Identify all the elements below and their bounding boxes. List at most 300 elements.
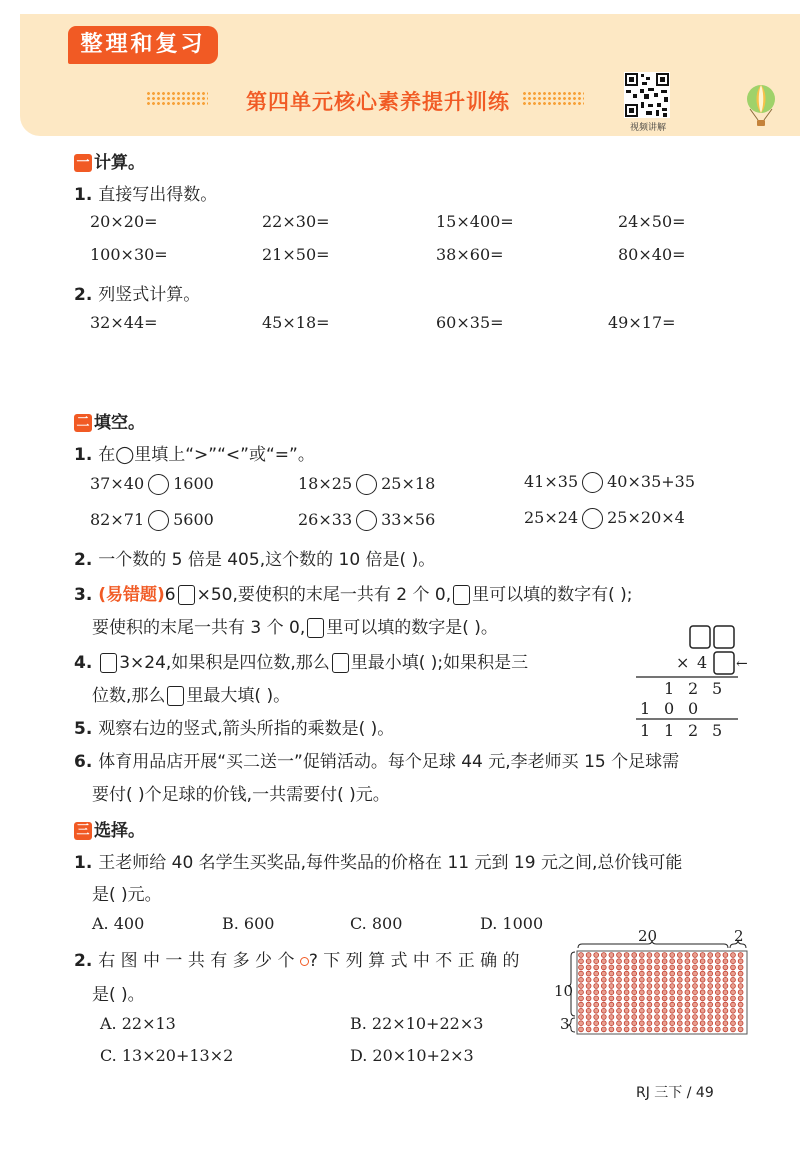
grid-dot — [655, 953, 660, 958]
grid-dot — [693, 1002, 698, 1007]
grid-dot — [693, 965, 698, 970]
grid-dot — [601, 984, 606, 989]
calc-item: 21×50= — [262, 245, 330, 264]
grid-dot — [685, 1002, 690, 1007]
grid-dot — [617, 1027, 622, 1032]
grid-dot — [594, 984, 599, 989]
calc-q2: 2. 列竖式计算。 — [74, 285, 201, 305]
grid-dot — [655, 1027, 660, 1032]
grid-dot — [708, 984, 713, 989]
grid-dot — [624, 1027, 629, 1032]
grid-dot — [700, 1015, 705, 1020]
grid-dot — [677, 984, 682, 989]
grid-dot — [723, 977, 728, 982]
grid-dot — [655, 984, 660, 989]
grid-dot — [609, 1015, 614, 1020]
grid-dot — [647, 1027, 652, 1032]
qr-code-icon[interactable] — [624, 72, 670, 118]
digit-box[interactable] — [167, 686, 184, 706]
answer-circle[interactable] — [582, 472, 603, 493]
grid-dot — [708, 1027, 713, 1032]
grid-dot — [738, 1008, 743, 1013]
grid-dot — [594, 1021, 599, 1026]
grid-dot — [677, 1027, 682, 1032]
choice-option[interactable]: C. 13×20+13×2 — [100, 1046, 234, 1065]
dot-array-figure — [548, 926, 754, 1042]
grid-dot — [647, 971, 652, 976]
choice-option[interactable]: A. 400 — [92, 914, 145, 933]
digit-box[interactable] — [332, 653, 349, 673]
grid-dot — [700, 1002, 705, 1007]
grid-dot — [647, 996, 652, 1001]
grid-dot — [693, 971, 698, 976]
answer-circle[interactable] — [582, 508, 603, 529]
grid-dot — [700, 996, 705, 1001]
grid-dot — [617, 959, 622, 964]
digit-box[interactable] — [690, 626, 710, 648]
section-heading-fill — [74, 408, 145, 433]
grid-dot — [609, 971, 614, 976]
grid-dot — [586, 959, 591, 964]
calc-item: 100×30= — [90, 245, 168, 264]
grid-dot — [723, 1008, 728, 1013]
left-label: 10 — [554, 982, 574, 1000]
fill-q4: 4. 3×24,如果积是四位数,那么 里最小填( );如果积是三 — [74, 653, 529, 673]
product-digit: 1 — [664, 721, 675, 740]
grid-dot — [738, 984, 743, 989]
grid-dot — [632, 1008, 637, 1013]
grid-dot — [609, 990, 614, 995]
calc-item: 20×20= — [90, 212, 158, 231]
grid-dot — [647, 977, 652, 982]
grid-dot — [662, 971, 667, 976]
grid-dot — [670, 953, 675, 958]
fill-q1: 1. 在◯里填上“>”“<”或“=”。 — [74, 445, 315, 465]
grid-dot — [738, 959, 743, 964]
grid-dot — [677, 965, 682, 970]
grid-dot — [723, 953, 728, 958]
product-digit: 5 — [712, 679, 723, 698]
grid-dot — [738, 990, 743, 995]
grid-dot — [579, 1002, 584, 1007]
grid-dot — [617, 971, 622, 976]
grid-dot — [662, 996, 667, 1001]
grid-dot — [579, 953, 584, 958]
qr-caption: 视频讲解 — [629, 123, 666, 133]
grid-dot — [723, 1002, 728, 1007]
grid-dot — [677, 1002, 682, 1007]
grid-dot — [708, 965, 713, 970]
grid-dot — [708, 1002, 713, 1007]
grid-dot — [723, 990, 728, 995]
grid-dot — [731, 1021, 736, 1026]
grid-dot — [662, 1027, 667, 1032]
grid-dot — [601, 959, 606, 964]
grid-dot — [632, 977, 637, 982]
product-digit: 2 — [688, 721, 699, 740]
choice-q1-cont: 是( )元。 — [92, 885, 162, 905]
grid-dot — [723, 1021, 728, 1026]
grid-dot — [662, 1008, 667, 1013]
grid-dot — [639, 959, 644, 964]
grid-dot — [579, 1015, 584, 1020]
grid-dot — [579, 977, 584, 982]
grid-dot — [731, 1015, 736, 1020]
grid-dot — [647, 1002, 652, 1007]
calc-item: 60×35= — [436, 313, 504, 332]
grid-dot — [670, 1021, 675, 1026]
grid-dot — [639, 996, 644, 1001]
grid-dot — [693, 990, 698, 995]
calc-item: 15×400= — [436, 212, 514, 231]
product-digit: 1 — [640, 721, 651, 740]
grid-dot — [617, 984, 622, 989]
calc-q1-title: 直接写出得数。 — [98, 185, 218, 205]
answer-circle[interactable] — [356, 510, 377, 531]
grid-dot — [647, 959, 652, 964]
grid-dot — [594, 1008, 599, 1013]
grid-dot — [731, 1027, 736, 1032]
grid-dot — [677, 977, 682, 982]
grid-dot — [670, 1027, 675, 1032]
grid-dot — [662, 984, 667, 989]
grid-dot — [685, 1008, 690, 1013]
grid-dot — [670, 1008, 675, 1013]
grid-dot — [700, 959, 705, 964]
grid-dot — [677, 1021, 682, 1026]
answer-circle[interactable] — [148, 510, 169, 531]
grid-dot — [632, 1015, 637, 1020]
section-num: 二 — [74, 414, 92, 432]
grid-dot — [670, 959, 675, 964]
grid-dot — [609, 1002, 614, 1007]
grid-dot — [693, 1021, 698, 1026]
grid-dot — [693, 996, 698, 1001]
grid-dot — [617, 953, 622, 958]
grid-dot — [655, 990, 660, 995]
section-label: 填空。 — [94, 413, 145, 433]
answer-circle[interactable] — [356, 474, 377, 495]
grid-dot — [632, 1021, 637, 1026]
grid-dot — [601, 953, 606, 958]
choice-option[interactable]: B. 22×10+22×3 — [350, 1014, 484, 1033]
grid-dot — [715, 1002, 720, 1007]
digit-box[interactable] — [178, 585, 195, 605]
product-digit: 2 — [688, 679, 699, 698]
multiplier-digit: 4 — [697, 653, 708, 672]
grid-dot — [639, 1027, 644, 1032]
grid-dot — [708, 996, 713, 1001]
choice-option[interactable]: B. 600 — [222, 914, 275, 933]
grid-dot — [715, 984, 720, 989]
grid-dot — [723, 959, 728, 964]
grid-dot — [693, 953, 698, 958]
fill-q2: 2. 一个数的 5 倍是 405,这个数的 10 倍是( )。 — [74, 550, 436, 570]
grid-dot — [624, 984, 629, 989]
grid-dot — [624, 1002, 629, 1007]
calc-item: 45×18= — [262, 313, 330, 332]
calc-q2-title: 列竖式计算。 — [98, 285, 201, 305]
compare-item: 82×71 5600 — [90, 510, 214, 529]
grid-dot — [609, 996, 614, 1001]
grid-dot — [617, 1021, 622, 1026]
grid-dot — [601, 965, 606, 970]
grid-dot — [586, 1027, 591, 1032]
grid-dot — [617, 996, 622, 1001]
grid-dot — [655, 1002, 660, 1007]
grid-dot — [700, 971, 705, 976]
grid-dot — [731, 996, 736, 1001]
grid-dot — [693, 984, 698, 989]
grid-dot — [677, 996, 682, 1001]
choice-option[interactable]: C. 800 — [350, 914, 403, 933]
grid-dot — [647, 1015, 652, 1020]
grid-dot — [601, 1002, 606, 1007]
grid-dot — [632, 984, 637, 989]
grid-dot — [670, 971, 675, 976]
dot-icon — [300, 957, 309, 966]
section-tag: 整理和复习 — [68, 26, 218, 64]
grid-dot — [609, 984, 614, 989]
grid-dot — [662, 959, 667, 964]
grid-dot — [685, 984, 690, 989]
fill-q3: 3. (易错题)6 ×50,要使积的末尾一共有 2 个 0, 里可以填的数字有( ); — [74, 585, 633, 605]
grid-dot — [715, 953, 720, 958]
grid-dot — [700, 1021, 705, 1026]
grid-dot — [670, 996, 675, 1001]
calc-item: 49×17= — [608, 313, 676, 332]
grid-dot — [586, 984, 591, 989]
section-heading-choice — [74, 816, 145, 841]
grid-dot — [723, 971, 728, 976]
grid-dot — [715, 1027, 720, 1032]
fill-q6: 6. 体育用品店开展“买二送一”促销活动。每个足球 44 元,李老师买 15 个足球需 — [74, 752, 680, 772]
tricky-tag: (易错题) — [98, 585, 165, 605]
grid-dot — [700, 965, 705, 970]
grid-dot — [685, 990, 690, 995]
grid-dot — [662, 977, 667, 982]
grid-dot — [609, 977, 614, 982]
grid-dot — [738, 1021, 743, 1026]
grid-dot — [731, 953, 736, 958]
grid-dot — [586, 1008, 591, 1013]
grid-dot — [579, 971, 584, 976]
answer-circle[interactable] — [148, 474, 169, 495]
grid-dot — [700, 1027, 705, 1032]
grid-dot — [693, 959, 698, 964]
product-digit: 5 — [712, 721, 723, 740]
grid-dot — [677, 1015, 682, 1020]
grid-dot — [723, 1027, 728, 1032]
grid-dot — [609, 953, 614, 958]
fill-q4-cont: 位数,那么 里最大填( )。 — [92, 686, 291, 706]
grid-dot — [738, 953, 743, 958]
grid-dot — [586, 996, 591, 1001]
page-title: 第四单元核心素养提升训练 — [246, 90, 510, 114]
grid-dot — [579, 959, 584, 964]
grid-dot — [693, 977, 698, 982]
grid-dot — [579, 990, 584, 995]
choice-q1: 1. 王老师给 40 名学生买奖品,每件奖品的价格在 11 元到 19 元之间,总价钱可能 — [74, 853, 683, 873]
grid-dot — [685, 959, 690, 964]
grid-dot — [624, 977, 629, 982]
grid-dot — [609, 965, 614, 970]
grid-dot — [624, 965, 629, 970]
grid-dot — [639, 1002, 644, 1007]
grid-dot — [647, 990, 652, 995]
grid-dot — [700, 984, 705, 989]
grid-dot — [632, 971, 637, 976]
grid-dot — [601, 996, 606, 1001]
arrow-icon: ← — [736, 656, 748, 672]
grid-dot — [700, 953, 705, 958]
grid-dot — [594, 959, 599, 964]
grid-dot — [715, 959, 720, 964]
digit-box[interactable] — [453, 585, 470, 605]
grid-dot — [601, 971, 606, 976]
grid-dot — [579, 1021, 584, 1026]
product-digit: 0 — [664, 699, 675, 718]
page-number: RJ 三下 / 49 — [636, 1085, 714, 1101]
grid-dot — [624, 990, 629, 995]
balloon-icon — [744, 84, 778, 128]
grid-dot — [601, 1015, 606, 1020]
section-heading-calc — [74, 148, 145, 173]
grid-dot — [655, 971, 660, 976]
grid-dot — [685, 953, 690, 958]
grid-dot — [731, 1008, 736, 1013]
grid-dot — [586, 1015, 591, 1020]
grid-dot — [586, 977, 591, 982]
grid-dot — [677, 1008, 682, 1013]
calc-item: 80×40= — [618, 245, 686, 264]
grid-dot — [579, 965, 584, 970]
grid-dot — [601, 1021, 606, 1026]
digit-box[interactable] — [100, 653, 117, 673]
compare-item: 18×25 25×18 — [298, 474, 436, 493]
grid-dot — [639, 1015, 644, 1020]
grid-dot — [632, 996, 637, 1001]
grid-dot — [617, 1008, 622, 1013]
choice-option[interactable]: D. 1000 — [480, 914, 544, 933]
digit-box[interactable] — [714, 626, 734, 648]
grid-dot — [738, 977, 743, 982]
digit-box[interactable] — [307, 618, 324, 638]
grid-dot — [647, 984, 652, 989]
grid-dot — [738, 1027, 743, 1032]
choice-option[interactable]: D. 20×10+2×3 — [350, 1046, 474, 1065]
section-num: 一 — [74, 154, 92, 172]
product-digit: 1 — [640, 699, 651, 718]
grid-dot — [731, 1002, 736, 1007]
calc-q1: 1. 直接写出得数。 — [74, 185, 218, 205]
grid-dot — [601, 1008, 606, 1013]
choice-q2-cont: 是( )。 — [92, 985, 145, 1005]
grid-dot — [685, 1021, 690, 1026]
grid-dot — [693, 1015, 698, 1020]
grid-dot — [655, 996, 660, 1001]
grid-dot — [708, 990, 713, 995]
grid-dot — [639, 953, 644, 958]
grid-dot — [662, 965, 667, 970]
grid-dot — [624, 1008, 629, 1013]
times-sign: × — [676, 653, 690, 672]
grid-dot — [662, 1021, 667, 1026]
grid-dot — [662, 953, 667, 958]
grid-dot — [647, 1008, 652, 1013]
grid-dot — [647, 953, 652, 958]
grid-dot — [639, 1021, 644, 1026]
top-label: 2 — [734, 927, 744, 945]
grid-dot — [670, 984, 675, 989]
calc-item: 24×50= — [618, 212, 686, 231]
product-digit: 1 — [664, 679, 675, 698]
grid-dot — [594, 1027, 599, 1032]
grid-dot — [594, 953, 599, 958]
grid-dot — [609, 1027, 614, 1032]
grid-dot — [685, 1015, 690, 1020]
fill-q3-cont: 要使积的末尾一共有 3 个 0, 里可以填的数字是( )。 — [92, 618, 498, 638]
grid-dot — [586, 1002, 591, 1007]
grid-dot — [647, 1021, 652, 1026]
digit-box[interactable] — [714, 652, 734, 674]
vertical-multiplication — [606, 620, 756, 744]
grid-dot — [662, 990, 667, 995]
grid-dot — [662, 1015, 667, 1020]
grid-dot — [594, 1002, 599, 1007]
grid-dot — [639, 984, 644, 989]
grid-dot — [655, 1008, 660, 1013]
grid-dot — [708, 1015, 713, 1020]
grid-dot — [655, 965, 660, 970]
grid-dot — [632, 959, 637, 964]
grid-dot — [601, 990, 606, 995]
grid-dot — [670, 977, 675, 982]
grid-dot — [594, 977, 599, 982]
grid-dot — [594, 965, 599, 970]
grid-dot — [738, 965, 743, 970]
calc-item: 32×44= — [90, 313, 158, 332]
grid-dot — [723, 1015, 728, 1020]
grid-dot — [715, 1008, 720, 1013]
grid-dot — [655, 1015, 660, 1020]
grid-dot — [609, 1021, 614, 1026]
grid-dot — [632, 1002, 637, 1007]
grid-dot — [708, 977, 713, 982]
grid-dot — [601, 1027, 606, 1032]
fill-q1-title: 在◯里填上“>”“<”或“=”。 — [98, 445, 315, 465]
grid-dot — [715, 1021, 720, 1026]
grid-dot — [738, 996, 743, 1001]
product-digit: 0 — [688, 699, 699, 718]
fill-q6-cont: 要付( )个足球的价钱,一共需要付( )元。 — [92, 785, 390, 805]
dot-grid — [579, 953, 743, 1032]
grid-dot — [617, 990, 622, 995]
grid-dot — [715, 996, 720, 1001]
grid-dot — [632, 953, 637, 958]
grid-dot — [609, 1008, 614, 1013]
grid-dot — [632, 1027, 637, 1032]
grid-dot — [715, 971, 720, 976]
choice-option[interactable]: A. 22×13 — [100, 1014, 176, 1033]
grid-dot — [685, 971, 690, 976]
grid-dot — [731, 977, 736, 982]
compare-item: 25×24 25×20×4 — [524, 508, 685, 527]
grid-dot — [586, 990, 591, 995]
grid-dot — [731, 971, 736, 976]
grid-dot — [632, 990, 637, 995]
top-label: 20 — [638, 927, 658, 945]
